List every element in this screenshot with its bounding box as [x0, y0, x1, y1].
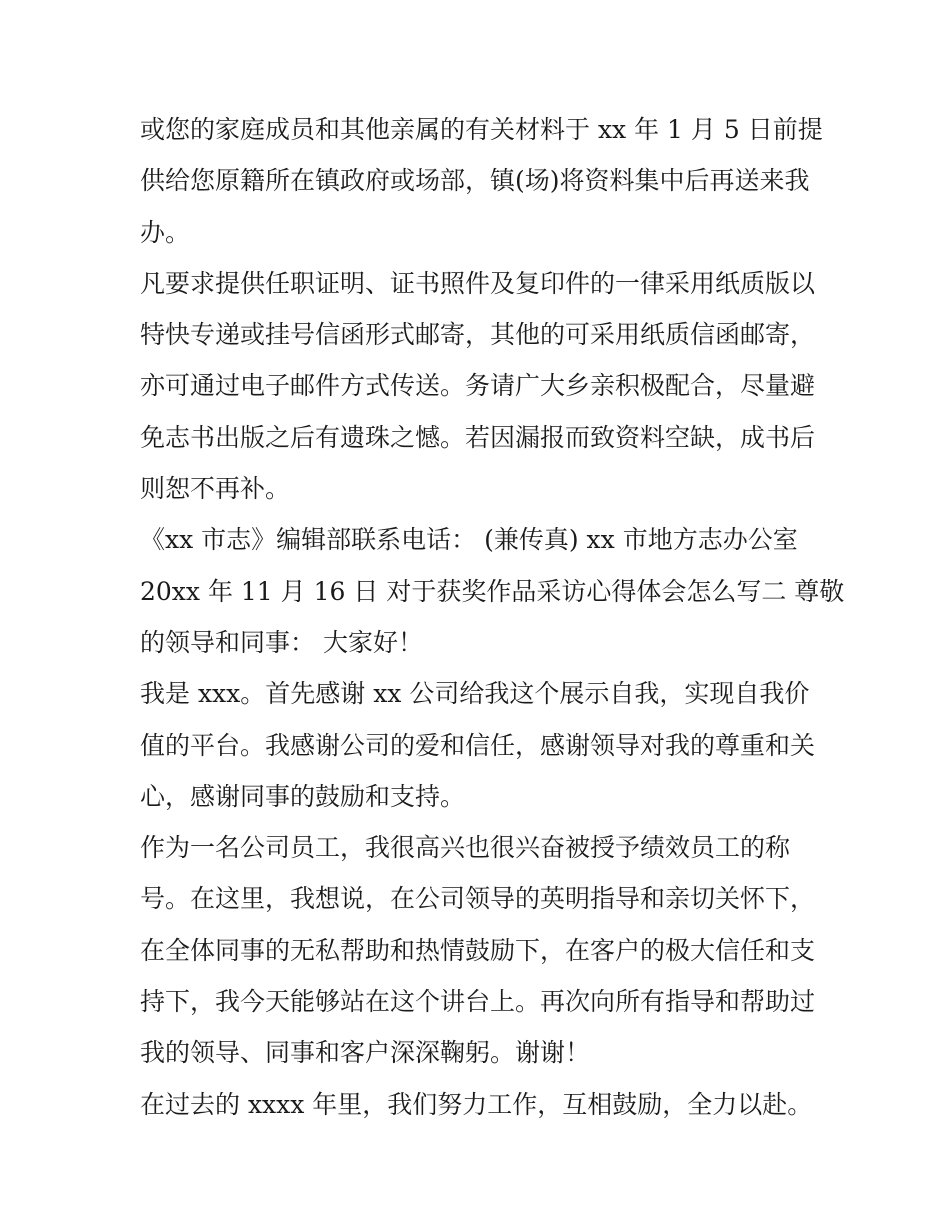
text-line: 的领导和同事： 大家好！: [140, 627, 423, 657]
text-line: 值的平台。我感谢公司的爱和信任，感谢领导对我的尊重和关: [140, 730, 816, 760]
text-line: 或您的家庭成员和其他亲属的有关材料于 xx 年 1 月 5 日前提: [140, 115, 823, 144]
text-line: 号。在这里，我想说，在公司领导的英明指导和亲切关怀下，: [140, 884, 816, 914]
text-line: 办。: [140, 217, 191, 247]
text-line: 20xx 年 11 月 16 日 对于获奖作品采访心得体会怎么写二 尊敬: [140, 576, 845, 606]
text-line: 我是 xxx。首先感谢 xx 公司给我这个展示自我，实现自我价: [140, 679, 810, 709]
text-line: 心，感谢同事的鼓励和支持。: [140, 781, 466, 811]
body-text: [140, 104, 845, 1130]
text-line: 则恕不再补。: [140, 474, 291, 504]
text-line: 亦可通过电子邮件方式传送。务请广大乡亲积极配合，尽量避: [140, 371, 816, 401]
text-line: 我的领导、同事和客户深深鞠躬。谢谢！: [140, 1038, 591, 1068]
text-line: 持下，我今天能够站在这个讲台上。再次向所有指导和帮助过: [140, 987, 816, 1017]
text-line: 在全体同事的无私帮助和热情鼓励下，在客户的极大信任和支: [140, 935, 816, 965]
text-line: 特快专递或挂号信函形式邮寄，其他的可采用纸质信函邮寄，: [140, 320, 816, 350]
text-line: 《xx 市志》编辑部联系电话： (兼传真) xx 市地方志办公室: [140, 525, 798, 555]
text-line: 在过去的 xxxx 年里，我们努力工作，互相鼓励，全力以赴。: [140, 1089, 813, 1119]
text-line: 凡要求提供任职证明、证书照件及复印件的一律采用纸质版以: [140, 268, 816, 298]
text-line: 作为一名公司员工，我很高兴也很兴奋被授予绩效员工的称: [140, 833, 791, 863]
text-line: 免志书出版之后有遗珠之憾。若因漏报而致资料空缺，成书后: [140, 422, 816, 452]
text-line: 供给您原籍所在镇政府或场部，镇(场)将资料集中后再送来我: [140, 166, 810, 196]
